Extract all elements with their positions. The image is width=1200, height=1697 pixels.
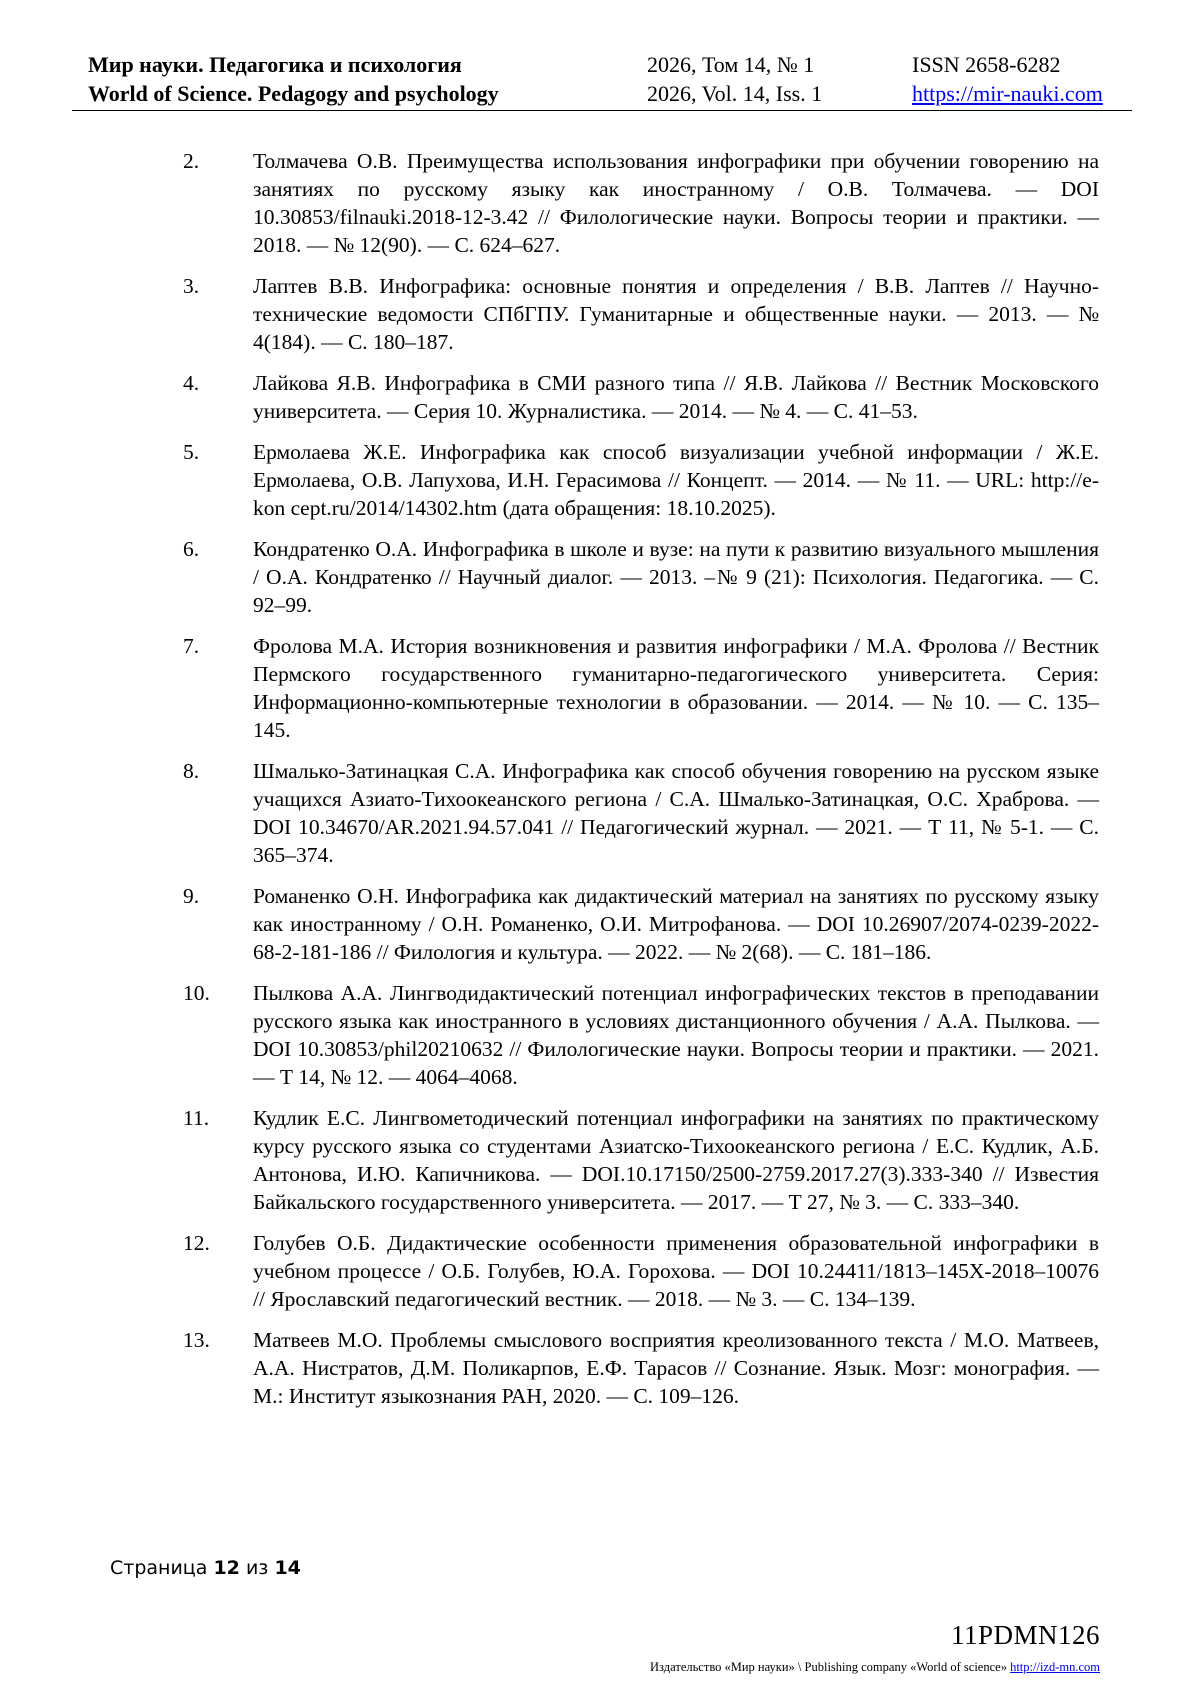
journal-header: [72, 50, 1132, 108]
page-counter: [110, 1557, 301, 1579]
reference-item: [183, 369, 1099, 425]
reference-number: 2.: [183, 149, 200, 173]
journal-title-ru: Мир науки. Педагогика и психология: [88, 52, 462, 77]
header-divider: [72, 110, 1132, 111]
journal-url-link[interactable]: https://mir-nauki.com: [912, 81, 1103, 106]
header-row-en: [72, 79, 1132, 108]
reference-text: Голубев О.Б. Дидактические особенности применения образовательной инфографики в учебном процессе / О.Б. Голубев, Ю.А. Горохова. — DOI 10.24411/1813–145X-2018–10076 // Ярославский педагогический вестник. — 2018. — № 3. — С. 134–139.: [253, 1231, 1099, 1311]
reference-text: Кудлик Е.С. Лингвометодический потенциал инфографики на занятиях по практическому курсу русского языка со студентами Азиатско-Тихоокеанского региона / Е.С. Кудлик, А.Б. Антонова, И.Ю. Капичникова. — DOI.10.17150/2500-2759.2017.27(3).333-340 // Известия Байкальского государственного университета. — 2017. — Т 27, № 3. — С. 333–340.: [253, 1106, 1099, 1214]
reference-text: Матвеев М.О. Проблемы смыслового восприятия креолизованного текста / М.О. Матвеев, А.А. Нистратов, Д.М. Поликарпов, Е.Ф. Тарасов // Сознание. Язык. Мозг: монография. — М.: Институт языкознания РАН, 2020. — С. 109–126.: [253, 1328, 1099, 1408]
reference-number: 8.: [183, 759, 200, 783]
page-total: 14: [274, 1557, 301, 1579]
of-word: из: [245, 1557, 269, 1579]
reference-item: [183, 1104, 1099, 1216]
reference-number: 5.: [183, 440, 200, 464]
reference-text: Толмачева О.В. Преимущества использования инфографики при обучении говорению на занятиях по русскому языку как иностранному / О.В. Толмачева. — DOI 10.30853/filnauki.2018-12-3.42 // Филологические науки. Вопросы теории и практики. — 2018. — № 12(90). — С. 624–627.: [253, 149, 1099, 257]
reference-item: [183, 1229, 1099, 1313]
issn: ISSN 2658-6282: [912, 52, 1061, 77]
journal-title-en: World of Science. Pedagogy and psychology: [88, 81, 499, 106]
reference-text: Кондратенко О.А. Инфографика в школе и вузе: на пути к развитию визуального мышления / О.А. Кондратенко // Научный диалог. — 2013. –№ 9 (21): Психология. Педагогика. — С. 92–99.: [253, 537, 1099, 617]
reference-item: [183, 1326, 1099, 1410]
reference-item: [183, 438, 1099, 522]
issue-en: 2026, Vol. 14, Iss. 1: [647, 81, 823, 106]
reference-number: 3.: [183, 274, 200, 298]
reference-text: Шмалько-Затинацкая С.А. Инфографика как способ обучения говорению на русском языке учащихся Азиато-Тихоокеанского региона / С.А. Шмалько-Затинацкая, О.С. Храброва. — DOI 10.34670/AR.2021.94.57.041 // Педагогический журнал. — 2021. — Т 11, № 5-1. — С. 365–374.: [253, 759, 1099, 867]
reference-item: [183, 272, 1099, 356]
reference-item: [183, 535, 1099, 619]
publisher-line: [650, 1660, 1100, 1675]
reference-number: 11.: [183, 1106, 210, 1130]
reference-number: 13.: [183, 1328, 210, 1352]
reference-number: 7.: [183, 634, 200, 658]
reference-number: 12.: [183, 1231, 210, 1255]
reference-item: [183, 757, 1099, 869]
publisher-url-link[interactable]: http://izd-mn.com: [1010, 1660, 1100, 1674]
reference-number: 6.: [183, 537, 200, 561]
reference-item: [183, 882, 1099, 966]
reference-text: Романенко О.Н. Инфографика как дидактический материал на занятиях по русскому языку как иностранному / О.Н. Романенко, О.И. Митрофанова. — DOI 10.26907/2074-0239-2022-68-2-181-186 // Филология и культура. — 2022. — № 2(68). — С. 181–186.: [253, 884, 1099, 964]
reference-item: [183, 979, 1099, 1091]
reference-item: [183, 632, 1099, 744]
reference-text: Пылкова А.А. Лингводидактический потенциал инфографических текстов в преподавании русского языка как иностранного в условиях дистанционного обучения / А.А. Пылкова. — DOI 10.30853/phil20210632 // Филологические науки. Вопросы теории и практики. — 2021. — Т 14, № 12. — 4064–4068.: [253, 981, 1099, 1089]
reference-item: [183, 147, 1099, 259]
reference-text: Ермолаева Ж.Е. Инфографика как способ визуализации учебной информации / Ж.Е. Ермолаева, О.В. Лапухова, И.Н. Герасимова // Концепт. — 2014. — № 11. — URL: http://e-kon cept.ru/2014/14302.htm (дата обращения: 18.10.2025).: [253, 440, 1099, 520]
reference-text: Фролова М.А. История возникновения и развития инфографики / М.А. Фролова // Вестник Пермского государственного гуманитарно-педагогического университета. Серия: Информационно-компьютерные технологии в образовании. — 2014. — № 10. — С. 135–145.: [253, 634, 1099, 742]
article-code: 11PDMN126: [950, 1620, 1100, 1650]
reference-number: 9.: [183, 884, 200, 908]
publisher-text: Издательство «Мир науки» \ Publishing company «World of science»: [650, 1660, 1007, 1674]
reference-list: [183, 147, 1099, 1423]
reference-text: Лаптев В.В. Инфографика: основные понятия и определения / В.В. Лаптев // Научно-технические ведомости СПбГПУ. Гуманитарные и общественные науки. — 2013. — № 4(184). — С. 180–187.: [253, 274, 1099, 354]
page-word: Страница: [110, 1557, 208, 1579]
issue-ru: 2026, Том 14, № 1: [647, 52, 815, 77]
page-current: 12: [213, 1557, 240, 1579]
reference-text: Лайкова Я.В. Инфографика в СМИ разного типа // Я.В. Лайкова // Вестник Московского университета. — Серия 10. Журналистика. — 2014. — № 4. — С. 41–53.: [253, 371, 1099, 423]
reference-number: 10.: [183, 981, 210, 1005]
reference-number: 4.: [183, 371, 200, 395]
header-row-ru: [72, 50, 1132, 79]
